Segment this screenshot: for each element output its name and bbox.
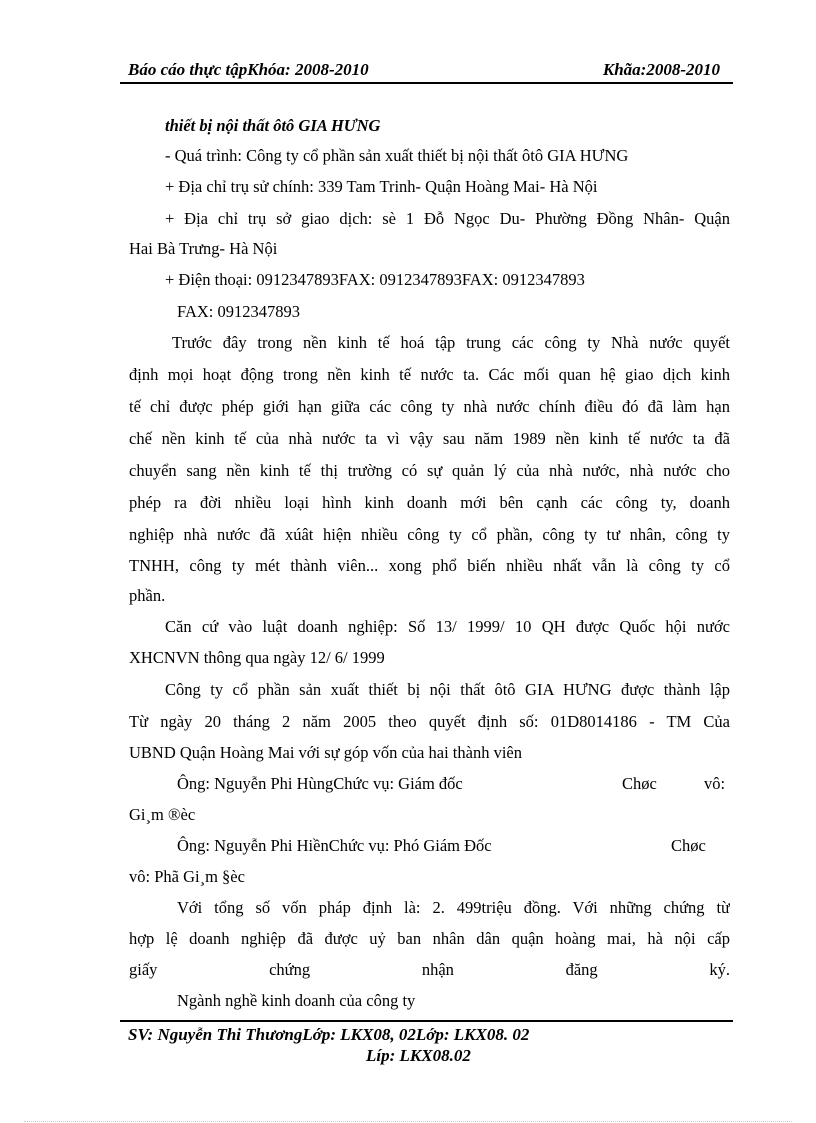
- paragraph-line: giấy chứng nhận đăng ký.: [129, 960, 730, 979]
- page-edge-dotted-line: [24, 1121, 792, 1122]
- fax-line: FAX: 0912347893: [177, 302, 300, 321]
- paragraph-line: Với tổng số vốn pháp định là: 2. 499triệu đồng. Với những chứng từ: [177, 898, 730, 917]
- paragraph-line: Trước đây trong nền kinh tế hoá tập trung các công ty Nhà nước quyết: [172, 333, 730, 352]
- footer-rule: [120, 1020, 733, 1022]
- head-office-address: + Địa chỉ trụ sử chính: 339 Tam Trinh- Quận Hoàng Mai- Hà Nội: [165, 177, 598, 196]
- paragraph-line: Căn cứ vào luật doanh nghiệp: Số 13/ 1999/ 10 QH được Quốc hội nước: [165, 617, 730, 636]
- member-1-garbled-b: vô:: [704, 774, 726, 793]
- member-1-garbled-a: Chøc: [622, 774, 657, 793]
- paragraph-line: nghiệp nhà nước đã xúât hiện nhiều công ty cổ phần, công ty tư nhân, công ty: [129, 525, 730, 544]
- paragraph-line: phần.: [129, 586, 166, 605]
- header-rule: [120, 82, 733, 84]
- trading-office-address: + Địa chỉ trụ sở giao dịch: sè 1 Đỗ Ngọc Du- Phường Đồng Nhân- Quận: [165, 209, 730, 228]
- member-1-garbled-c: Gi¸m ®èc: [129, 805, 196, 824]
- paragraph-line: tế chỉ được phép giới hạn giữa các công ty nhà nước chính điều đó đã làm hạn: [129, 397, 730, 416]
- paragraph-line: TNHH, công ty mét thành viên... xong phổ biến nhiều nhất vẫn là công ty cổ: [129, 556, 730, 575]
- paragraph-line: Từ ngày 20 tháng 2 năm 2005 theo quyết định số: 01D8014186 - TM Của: [129, 712, 730, 731]
- member-2: Ông: Nguyễn Phi HiềnChức vụ: Phó Giám Đốc: [177, 836, 492, 855]
- footer-class: Líp: LKX08.02: [366, 1046, 471, 1065]
- paragraph-line: phép ra đời nhiều loại hình kinh doanh mới bên cạnh các công ty, doanh: [129, 493, 730, 512]
- header-title: Báo cáo thực tậpKhóa: 2008-2010: [128, 60, 369, 79]
- process-line: - Quá trình: Công ty cổ phần sản xuất thiết bị nội thất ôtô GIA HƯNG: [165, 146, 629, 165]
- business-line-heading: Ngành nghề kinh doanh của công ty: [177, 991, 416, 1010]
- member-1: Ông: Nguyễn Phi HùngChức vụ: Giám đốc: [177, 774, 463, 793]
- company-heading: thiết bị nội thất ôtô GIA HƯNG: [165, 116, 381, 135]
- paragraph-line: hợp lệ doanh nghiệp đã được uỷ ban nhân dân quận hoàng mai, hà nội cấp: [129, 929, 730, 948]
- member-2-garbled-c: vô: Phã Gi¸m §èc: [129, 867, 245, 886]
- paragraph-line: UBND Quận Hoàng Mai với sự góp vốn của hai thành viên: [129, 743, 522, 762]
- footer-student: SV: Nguyễn Thi ThươngLớp: LKX08, 02Lớp: LKX08. 02: [128, 1025, 530, 1044]
- paragraph-line: XHCNVN thông qua ngày 12/ 6/ 1999: [129, 648, 385, 667]
- paragraph-line: định mọi hoạt động trong nền kinh tế nước ta. Các mối quan hệ giao dịch kinh: [129, 365, 730, 384]
- paragraph-line: Công ty cổ phần sản xuất thiết bị nội thất ôtô GIA HƯNG được thành lập: [165, 680, 730, 699]
- phone-line: + Điện thoại: 0912347893FAX: 0912347893FAX: 0912347893: [165, 270, 585, 289]
- member-2-garbled-a: Chøc: [671, 836, 706, 855]
- header-course: Khãa:2008-2010: [602, 60, 720, 79]
- paragraph-line: chuyển sang nền kinh tế thị trường có sự quản lý của nhà nước, nhà nước cho: [129, 461, 730, 480]
- paragraph-line: chế nền kinh tế của nhà nước ta vì vậy sau năm 1989 nền kinh tế nước ta đã: [129, 429, 730, 448]
- trading-office-address-cont: Hai Bà Trưng- Hà Nội: [129, 239, 278, 258]
